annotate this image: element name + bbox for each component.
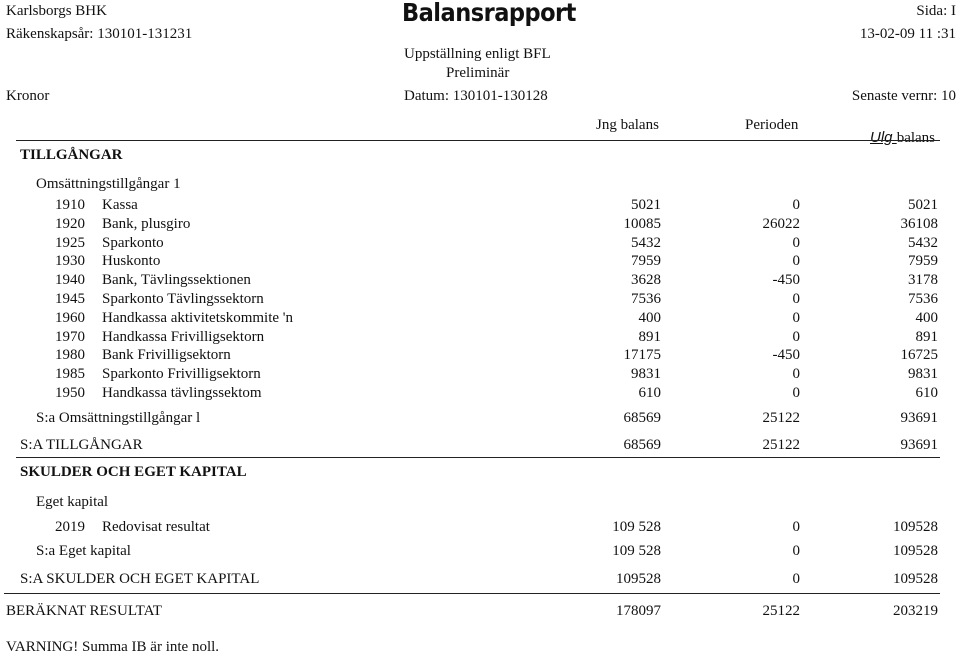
asset-row-period-amount: 0	[792, 253, 800, 269]
asset-row-account-code: 1985	[55, 366, 85, 382]
fiscal-year: Räkenskapsår: 130101-131231	[6, 26, 193, 42]
asset-row-period-amount: 0	[792, 366, 800, 382]
liabilities-total-ub: 109528	[893, 571, 938, 587]
asset-row-closing-balance: 9831	[908, 366, 938, 382]
asset-row-period-amount: 0	[792, 291, 800, 307]
equity-row-ub: 109528	[893, 519, 938, 535]
report-status: Preliminär	[446, 65, 510, 81]
asset-row-opening-balance: 5432	[631, 235, 661, 251]
asset-row-closing-balance: 7959	[908, 253, 938, 269]
asset-row-account-code: 1940	[55, 272, 85, 288]
col-closing-balance: Ulg balans	[870, 129, 936, 146]
report-subtitle: Uppställning enligt BFL	[404, 46, 551, 62]
asset-row-account-name: Handkassa aktivitetskommite 'n	[102, 310, 294, 326]
equity-row-ib: 109 528	[612, 519, 661, 535]
asset-row-account-name: Bank, plusgiro	[102, 216, 191, 232]
assets-group-sum-ub: 93691	[900, 410, 938, 426]
result-ub: 203219	[893, 603, 938, 619]
asset-row-closing-balance: 5021	[908, 197, 938, 213]
asset-row-opening-balance: 7536	[631, 291, 661, 307]
asset-row-closing-balance: 5432	[908, 235, 938, 251]
assets-total-ub: 93691	[900, 437, 938, 453]
date-range: Datum: 130101-130128	[404, 88, 548, 104]
result-label: BERÄKNAT RESULTAT	[6, 603, 162, 619]
asset-row-account-name: Bank, Tävlingssektionen	[102, 272, 251, 288]
warning-message: VARNING! Summa IB är inte noll.	[6, 639, 220, 655]
asset-row-opening-balance: 10085	[623, 216, 661, 232]
assets-group-sum-ib: 68569	[623, 410, 661, 426]
assets-group-sum-period: 25122	[762, 410, 800, 426]
asset-row-account-name: Sparkonto Tävlingssektorn	[102, 291, 264, 307]
last-voucher: Senaste vernr: 10	[851, 88, 956, 104]
liabilities-total-period: 0	[792, 571, 800, 587]
asset-row-period-amount: 0	[792, 235, 800, 251]
liabilities-total-label: S:A SKULDER OCH EGET KAPITAL	[20, 571, 260, 587]
asset-row-opening-balance: 9831	[631, 366, 661, 382]
asset-row-closing-balance: 3178	[908, 272, 938, 288]
equity-row-name: Redovisat resultat	[102, 519, 210, 535]
page-number: Sida: I	[916, 3, 956, 19]
assets-total-ib: 68569	[623, 437, 661, 453]
asset-row-period-amount: -450	[772, 347, 800, 363]
assets-group-sum-label: S:a Omsättningstillgångar l	[36, 410, 201, 426]
asset-row-period-amount: 0	[792, 329, 800, 345]
asset-row-period-amount: 0	[792, 310, 800, 326]
asset-row-opening-balance: 3628	[631, 272, 661, 288]
asset-row-closing-balance: 16725	[900, 347, 938, 363]
asset-row-account-code: 1970	[55, 329, 85, 345]
asset-row-opening-balance: 400	[638, 310, 661, 326]
asset-row-period-amount: 26022	[762, 216, 800, 232]
asset-row-opening-balance: 891	[638, 329, 661, 345]
assets-divider	[16, 457, 940, 458]
report-title: Balansrapport	[402, 0, 576, 27]
result-period: 25122	[762, 603, 800, 619]
asset-row-opening-balance: 610	[638, 385, 661, 401]
asset-row-closing-balance: 610	[915, 385, 938, 401]
asset-row-closing-balance: 7536	[908, 291, 938, 307]
asset-row-opening-balance: 7959	[631, 253, 661, 269]
organization-name: Karlsborgs BHK	[6, 3, 107, 19]
asset-row-account-name: Handkassa tävlingssektom	[102, 385, 262, 401]
asset-row-account-name: Sparkonto	[102, 235, 164, 251]
result-ib: 178097	[616, 603, 661, 619]
asset-row-account-name: Bank Frivilligsektorn	[102, 347, 231, 363]
asset-row-account-code: 1950	[55, 385, 85, 401]
equity-sum-period: 0	[792, 543, 800, 559]
assets-total-period: 25122	[762, 437, 800, 453]
asset-row-opening-balance: 17175	[623, 347, 661, 363]
asset-row-account-code: 1910	[55, 197, 85, 213]
print-timestamp: 13-02-09 11 :31	[859, 26, 956, 42]
asset-row-account-name: Handkassa Frivilligsektorn	[102, 329, 265, 345]
result-divider	[4, 593, 940, 594]
currency-label: Kronor	[6, 88, 50, 104]
assets-group-title: Omsättningstillgångar 1	[36, 176, 181, 192]
asset-row-closing-balance: 36108	[900, 216, 938, 232]
asset-row-account-code: 1945	[55, 291, 85, 307]
equity-row-period: 0	[792, 519, 800, 535]
equity-group-title: Eget kapital	[36, 494, 109, 510]
col-period: Perioden	[745, 117, 799, 133]
col-opening-balance: Jng balans	[596, 117, 659, 133]
asset-row-account-code: 1930	[55, 253, 85, 269]
asset-row-period-amount: -450	[772, 272, 800, 288]
liabilities-heading: SKULDER OCH EGET KAPITAL	[20, 464, 247, 480]
asset-row-opening-balance: 5021	[631, 197, 661, 213]
asset-row-account-name: Kassa	[102, 197, 138, 213]
asset-row-period-amount: 0	[792, 385, 800, 401]
equity-row-code: 2019	[55, 519, 85, 535]
asset-row-closing-balance: 400	[915, 310, 938, 326]
asset-row-account-name: Sparkonto Frivilligsektorn	[102, 366, 261, 382]
equity-sum-ib: 109 528	[612, 543, 661, 559]
header-divider	[16, 140, 940, 141]
equity-sum-label: S:a Eget kapital	[36, 543, 131, 559]
asset-row-closing-balance: 891	[915, 329, 938, 345]
assets-total-label: S:A TILLGÅNGAR	[20, 437, 143, 453]
asset-row-account-code: 1920	[55, 216, 85, 232]
equity-sum-ub: 109528	[893, 543, 938, 559]
asset-row-account-code: 1980	[55, 347, 85, 363]
asset-row-account-code: 1960	[55, 310, 85, 326]
asset-row-period-amount: 0	[792, 197, 800, 213]
assets-heading: TILLGÅNGAR	[20, 147, 123, 163]
asset-row-account-code: 1925	[55, 235, 85, 251]
asset-row-account-name: Huskonto	[102, 253, 161, 269]
liabilities-total-ib: 109528	[616, 571, 661, 587]
